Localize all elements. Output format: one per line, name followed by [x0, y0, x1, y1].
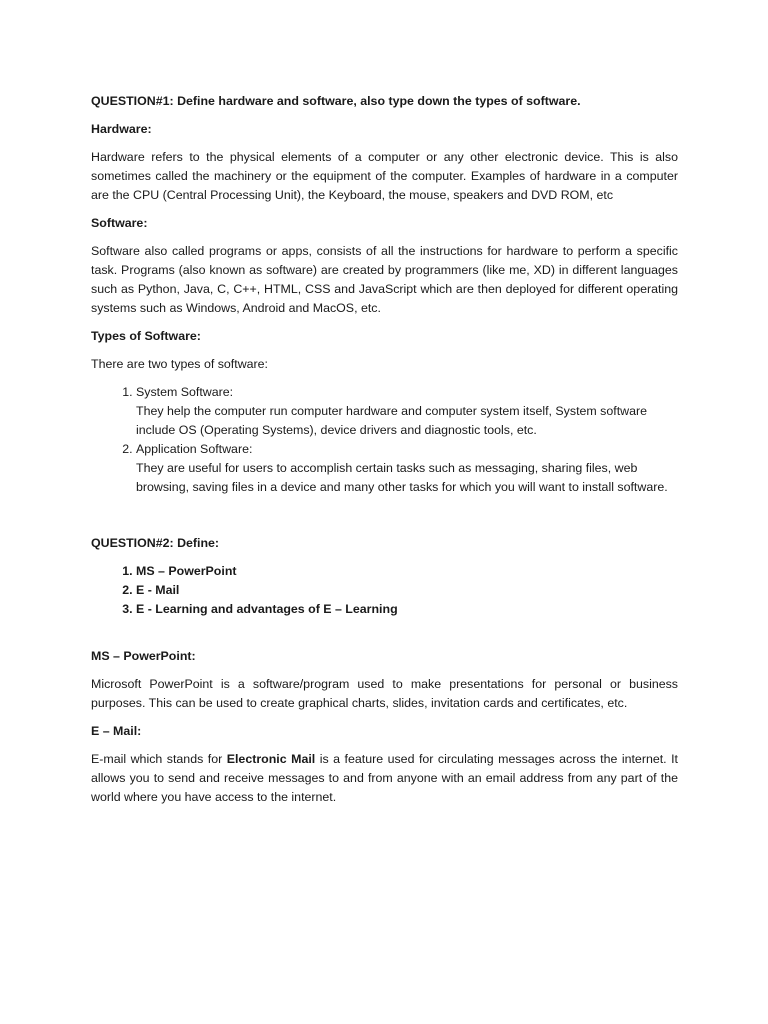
- list-item: 1. MS – PowerPoint: [136, 562, 678, 581]
- question-2-title: QUESTION#2: Define:: [91, 536, 220, 550]
- powerpoint-heading: MS – PowerPoint:: [91, 649, 196, 663]
- email-text-end: is a feature used for circulating messages across the internet. It allows you to send and receive messages to and from anyone with an email address from any part of the world where you have access to the internet.: [91, 752, 678, 804]
- define-list: [91, 562, 678, 619]
- system-software-title: 1. System Software:: [136, 385, 234, 399]
- list-item: 2. E - Mail: [136, 581, 678, 600]
- spacer: [91, 506, 678, 534]
- hardware-paragraph: Hardware refers to the physical elements of a computer or any other electronic device. This is also sometimes called the machinery or the equipment of the computer. Examples of hardware in a computer are the CPU (Central Processing Unit), the Keyboard, the mouse, speakers and DVD ROM, etc: [91, 150, 678, 202]
- application-software-desc: They are useful for users to accomplish certain tasks such as messaging, sharing files, web browsing, saving files in a device and many other tasks for which you will want to install software.: [136, 461, 668, 494]
- question-1-title: QUESTION#1: Define hardware and software, also type down the types of software.: [91, 94, 581, 108]
- software-types-list: [91, 383, 678, 497]
- types-of-software-heading: Types of Software:: [91, 329, 201, 343]
- document-page: [91, 92, 678, 816]
- system-software-desc: They help the computer run computer hardware and computer system itself, System software include OS (Operating Systems), device drivers and diagnostic tools, etc.: [136, 404, 647, 437]
- hardware-heading: Hardware:: [91, 122, 152, 136]
- list-item: 3. E - Learning and advantages of E – Learning: [136, 600, 678, 619]
- software-heading: Software:: [91, 216, 148, 230]
- list-item: [136, 440, 678, 497]
- email-text-start: E-mail which stands for: [91, 752, 227, 766]
- types-intro: There are two types of software:: [91, 357, 268, 371]
- powerpoint-paragraph: Microsoft PowerPoint is a software/program used to make presentations for personal or business purposes. This can be used to create graphical charts, slides, invitation cards and certificates, etc.: [91, 677, 678, 710]
- list-item: [136, 383, 678, 440]
- application-software-title: 2. Application Software:: [136, 442, 253, 456]
- software-paragraph: Software also called programs or apps, consists of all the instructions for hardware to perform a specific task. Programs (also known as software) are created by programmers (like me, XD) in different languages such as Python, Java, C, C++, HTML, CSS and JavaScript which are then deployed for different operating systems such as Windows, Android and MacOS, etc.: [91, 244, 678, 315]
- email-heading: E – Mail:: [91, 724, 142, 738]
- email-text-bold: Electronic Mail: [226, 752, 316, 766]
- email-paragraph: [91, 750, 678, 807]
- spacer: [91, 628, 678, 647]
